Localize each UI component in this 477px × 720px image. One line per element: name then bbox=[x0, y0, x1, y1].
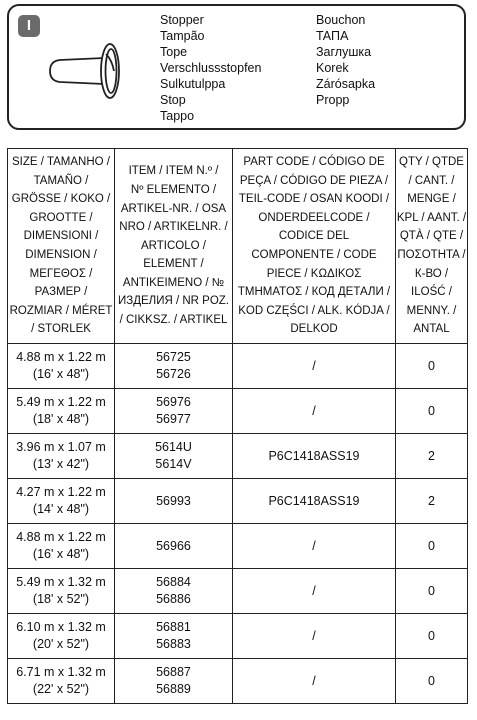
header-size bbox=[8, 149, 115, 344]
size-cell bbox=[8, 659, 115, 704]
item-number: 56881 bbox=[156, 620, 191, 634]
table-header-row bbox=[8, 149, 468, 344]
size-cell bbox=[8, 569, 115, 614]
size-line: 4.27 m x 1.22 m bbox=[16, 485, 106, 499]
size-line: 4.88 m x 1.22 m bbox=[16, 530, 106, 544]
header-line: ONDERDEELCODE / bbox=[258, 211, 370, 224]
part-code-cell: / bbox=[233, 524, 396, 569]
part-name: Tope bbox=[160, 45, 188, 59]
quantity-cell: 0 bbox=[396, 344, 468, 389]
part-name: Sulkutulppa bbox=[160, 77, 226, 91]
header-line: MENNY. / bbox=[406, 304, 457, 317]
item-number: 56884 bbox=[156, 575, 191, 589]
stopper-cap-icon bbox=[44, 36, 128, 106]
header-line: РАЗМЕР / bbox=[34, 286, 88, 299]
item-number: 56725 bbox=[156, 350, 191, 364]
header-line: К-ВО / bbox=[414, 267, 449, 280]
header-line: ARTIKEL-NR. / OSA bbox=[120, 202, 227, 215]
part-name: ΤΑΠΑ bbox=[316, 29, 349, 43]
size-line: 5.49 m x 1.32 m bbox=[16, 575, 106, 589]
size-line: 3.96 m x 1.07 m bbox=[16, 440, 106, 454]
part-name: Заглушка bbox=[316, 45, 372, 59]
header-line: / CIKKSZ. / ARTIKEL bbox=[119, 314, 228, 327]
header-line: GRÖSSE / KOKO / bbox=[11, 193, 111, 206]
size-cell bbox=[8, 344, 115, 389]
header-line: PART CODE / CÓDIGO DE bbox=[243, 156, 385, 169]
header-line: Nº ELEMENTO / bbox=[130, 183, 217, 196]
item-number: 56883 bbox=[156, 637, 191, 651]
header-line: DIMENSION / bbox=[25, 249, 97, 261]
header-line: / CANT. / bbox=[408, 174, 455, 187]
table-row bbox=[8, 614, 468, 659]
part-code-cell: / bbox=[233, 569, 396, 614]
header-line: ИЗДЕЛИЯ / NR POZ. bbox=[117, 295, 229, 308]
item-number: 56966 bbox=[156, 538, 191, 553]
header-line: ITEM / ITEM N.º / bbox=[128, 165, 219, 178]
header-line: NRO / ARTIKELNR. / bbox=[119, 221, 228, 234]
table-row bbox=[8, 479, 468, 524]
part-name: Korek bbox=[316, 61, 349, 75]
size-cell bbox=[8, 434, 115, 479]
header-line: SIZE / TAMANHO / bbox=[12, 156, 110, 169]
item-number: 56726 bbox=[156, 367, 191, 381]
size-line: (18' x 52") bbox=[32, 592, 90, 606]
part-name: Propp bbox=[316, 93, 350, 107]
header-line: GROOTTE / bbox=[29, 211, 93, 224]
item-number: 56977 bbox=[156, 412, 191, 426]
quantity-cell: 0 bbox=[396, 524, 468, 569]
item-number: 56976 bbox=[156, 395, 191, 409]
header-line: ΜΕΓΕΘΟΣ / bbox=[29, 267, 93, 280]
header-line: QTÀ / QTE / bbox=[399, 230, 464, 243]
part-code-cell: / bbox=[233, 344, 396, 389]
item-number-cell bbox=[115, 614, 233, 659]
size-cell bbox=[8, 479, 115, 524]
header-item bbox=[115, 149, 233, 344]
size-line: 6.71 m x 1.32 m bbox=[16, 665, 106, 679]
table-row bbox=[8, 569, 468, 614]
header-line: CODICE DEL bbox=[278, 230, 350, 243]
header-line: ILOŚĆ / bbox=[411, 286, 452, 299]
header-line: COMPONENTE / CODE bbox=[251, 249, 377, 261]
size-line: (14' x 48") bbox=[32, 502, 90, 516]
item-number: 56886 bbox=[156, 592, 191, 606]
header-line: DELKOD bbox=[290, 323, 338, 336]
part-code-cell: / bbox=[233, 659, 396, 704]
item-number-cell bbox=[115, 479, 233, 524]
size-line: (16' x 48") bbox=[32, 547, 90, 561]
table-row bbox=[8, 434, 468, 479]
part-name: Stopper bbox=[160, 13, 204, 27]
table-row bbox=[8, 659, 468, 704]
size-line: 6.10 m x 1.32 m bbox=[16, 620, 106, 634]
header-line: ΤΜΗΜΑΤΟΣ / КОД ДЕТАЛИ / bbox=[237, 286, 391, 299]
item-number: 5614U bbox=[155, 440, 192, 454]
part-info-box bbox=[7, 4, 466, 130]
item-number-cell bbox=[115, 389, 233, 434]
item-number-cell bbox=[115, 434, 233, 479]
header-line: ROZMIAR / MÉRET bbox=[9, 304, 113, 317]
size-cell bbox=[8, 614, 115, 659]
part-name: Bouchon bbox=[316, 13, 366, 27]
part-name: Zárósapka bbox=[316, 77, 376, 91]
item-number-cell bbox=[115, 344, 233, 389]
table-row bbox=[8, 344, 468, 389]
quantity-cell: 2 bbox=[396, 434, 468, 479]
quantity-cell: 0 bbox=[396, 614, 468, 659]
part-code-cell: P6C1418ASS19 bbox=[233, 479, 396, 524]
header-line: DIMENSIONI / bbox=[23, 230, 99, 243]
item-number: 56887 bbox=[156, 665, 191, 679]
part-names-column-2 bbox=[316, 12, 375, 108]
table-row bbox=[8, 389, 468, 434]
size-line: 4.88 m x 1.22 m bbox=[16, 350, 106, 364]
part-name: Tappo bbox=[160, 109, 195, 123]
parts-table bbox=[7, 148, 468, 704]
quantity-cell: 0 bbox=[396, 659, 468, 704]
part-letter-badge: I bbox=[18, 15, 40, 37]
item-number-cell bbox=[115, 524, 233, 569]
header-line: ARTICOLO / bbox=[141, 239, 206, 252]
header-line: ΠΟΣΟΤΗΤΑ / bbox=[397, 249, 466, 261]
table-body bbox=[8, 344, 468, 704]
header-line: ELEMENT / bbox=[143, 258, 204, 271]
header-line: TAMAÑO / bbox=[33, 174, 89, 187]
part-name: Tampão bbox=[160, 29, 205, 43]
header-line: PEÇA / CÓDIGO DE PIEZA / bbox=[239, 174, 389, 187]
size-cell bbox=[8, 524, 115, 569]
header-part-code bbox=[233, 149, 396, 344]
size-line: (18' x 48") bbox=[32, 412, 90, 426]
item-number: 56993 bbox=[156, 493, 191, 508]
part-names-column-1 bbox=[160, 12, 261, 124]
header-quantity bbox=[396, 149, 468, 344]
size-cell bbox=[8, 389, 115, 434]
header-line: ANTAL bbox=[413, 323, 450, 336]
size-line: (20' x 52") bbox=[32, 637, 90, 651]
item-number-cell bbox=[115, 659, 233, 704]
header-line: QTY / QTDE bbox=[399, 156, 464, 169]
header-line: TEIL-CODE / OSAN KOODI / bbox=[238, 193, 390, 206]
size-line: (22' x 52") bbox=[32, 682, 90, 696]
size-line: 5.49 m x 1.22 m bbox=[16, 395, 106, 409]
header-line: PIECE / ΚΩΔΙΚΟΣ bbox=[266, 267, 362, 280]
header-line: ANTIKEIMENO / № bbox=[122, 276, 225, 289]
quantity-cell: 0 bbox=[396, 389, 468, 434]
header-line: MENGE / bbox=[407, 193, 456, 206]
item-number-cell bbox=[115, 569, 233, 614]
part-name: Verschlussstopfen bbox=[160, 61, 262, 75]
part-code-cell: P6C1418ASS19 bbox=[233, 434, 396, 479]
part-code-cell: / bbox=[233, 614, 396, 659]
size-line: (16' x 48") bbox=[32, 367, 90, 381]
table-row bbox=[8, 524, 468, 569]
header-line: KPL / AANT. / bbox=[396, 211, 467, 224]
part-code-cell: / bbox=[233, 389, 396, 434]
part-name: Stop bbox=[160, 93, 186, 107]
item-number: 56889 bbox=[156, 682, 191, 696]
header-line: / STORLEK bbox=[31, 323, 91, 336]
size-line: (13' x 42") bbox=[32, 457, 90, 471]
item-number: 5614V bbox=[155, 457, 192, 471]
quantity-cell: 2 bbox=[396, 479, 468, 524]
quantity-cell: 0 bbox=[396, 569, 468, 614]
header-line: KOD CZĘŚCI / ALK. KÓDJA / bbox=[238, 304, 390, 317]
